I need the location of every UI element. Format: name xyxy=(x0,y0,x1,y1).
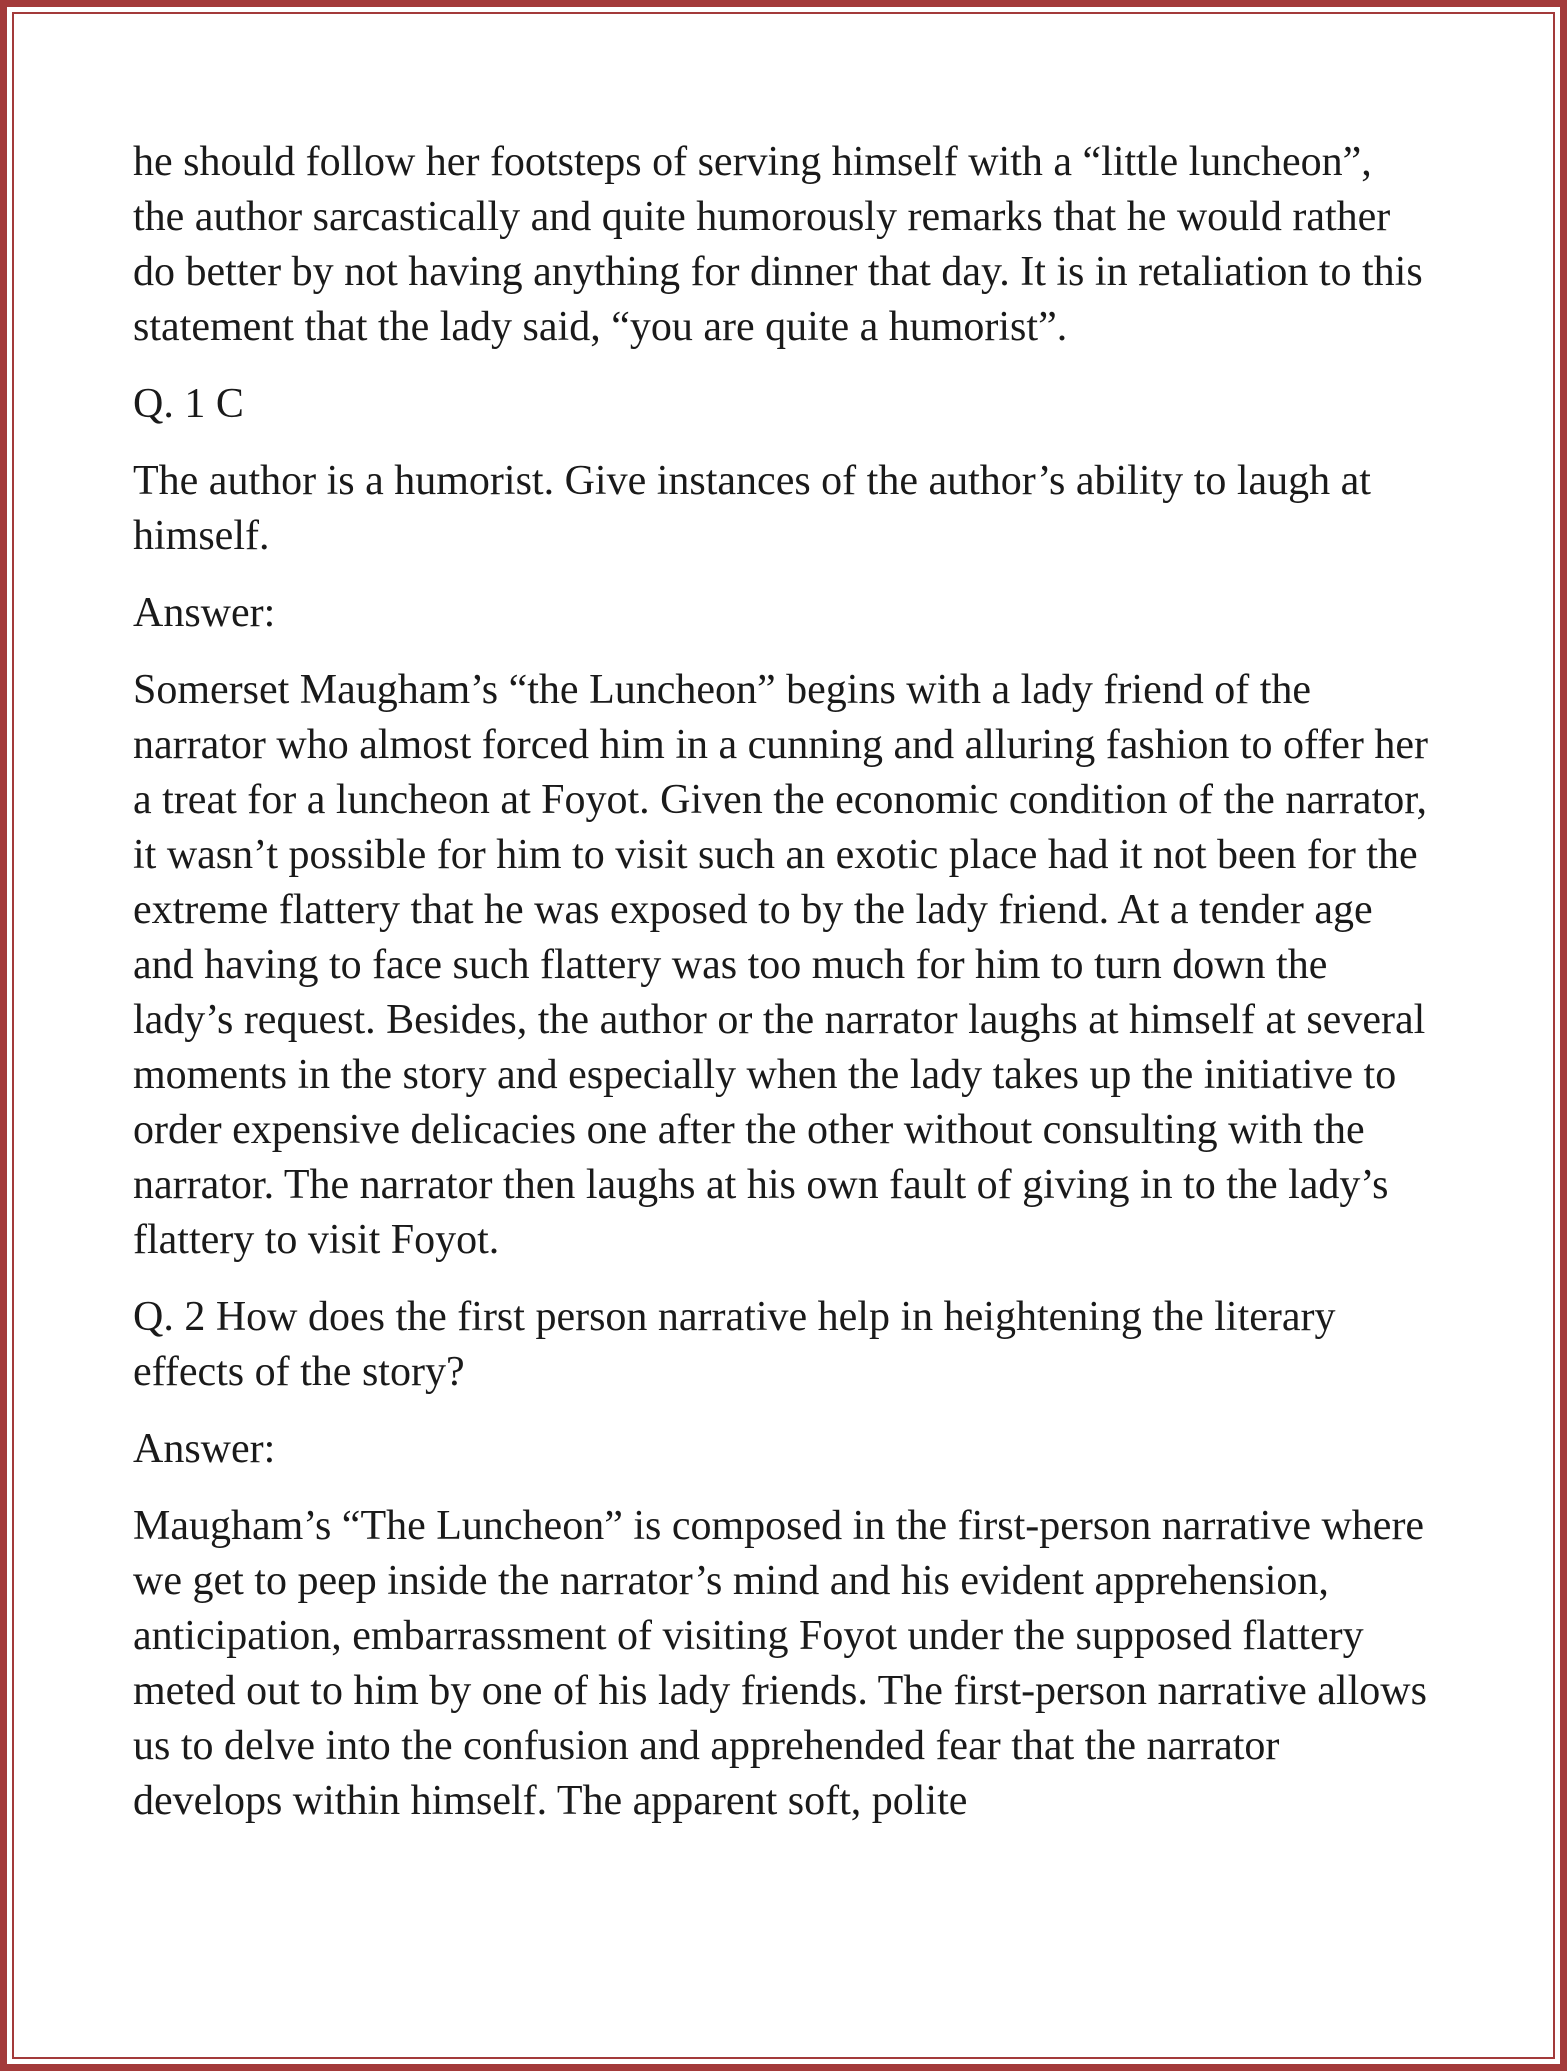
question-2-text: Q. 2 How does the first person narrative help in heightening the literary effects of the story? xyxy=(133,1294,1336,1395)
answer-2-text: Maugham’s “The Luncheon” is composed in the first-person narrative where we get to peep inside the narrator’s mind and his evident apprehension, anticipation, embarrassment of visiting Foyot under the supposed flattery meted out to him by one of his lady friends. The first-person narrative allows us to delve into the confusion and apprehended fear that the narrator develops within himself. The apparent soft, polite xyxy=(133,1503,1427,1824)
paragraph-continuation: he should follow her footsteps of serving himself with a “little luncheon”, the author sarcastically and quite humorously remarks that he would rather do better by not having anything for dinner that day. It is in retaliation to this statement that the lady said, “you are quite a humorist”. xyxy=(133,139,1423,350)
question-1c-text: The author is a humorist. Give instances of the author’s ability to laugh at himself. xyxy=(133,458,1371,559)
question-1c-heading: Q. 1 C xyxy=(133,381,244,427)
answer-label-1: Answer: xyxy=(133,590,276,636)
answer-1c-text: Somerset Maugham’s “the Luncheon” begins with a lady friend of the narrator who almost forced him in a cunning and alluring fashion to offer her a treat for a luncheon at Foyot. Given the economic condition of the narrator, it wasn’t possible for him to visit such an exotic place had it not been for the extreme flattery that he was exposed to by the lady friend. At a tender age and having to face such flattery was too much for him to turn down the lady’s request. Besides, the author or the narrator laughs at himself at several moments in the story and especially when the lady takes up the initiative to order expensive delicacies one after the other without consulting with the narrator. The narrator then laughs at his own fault of giving in to the lady’s flattery to visit Foyot. xyxy=(133,667,1429,1263)
document-body xyxy=(133,135,1433,1851)
answer-label-2: Answer: xyxy=(133,1426,276,1472)
